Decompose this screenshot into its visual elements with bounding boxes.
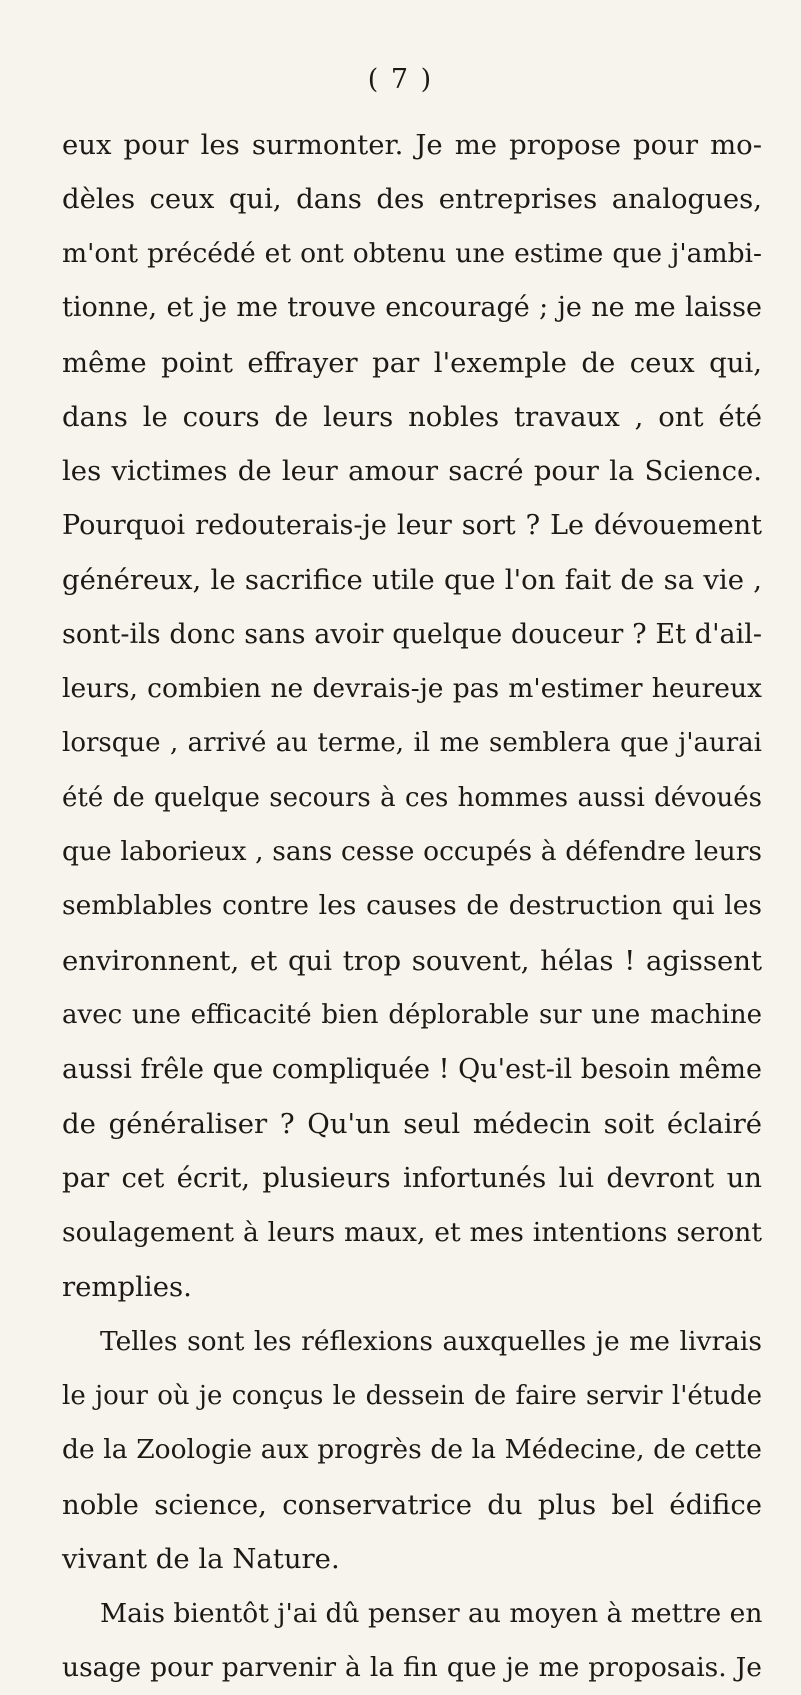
text-line: sont-ils donc sans avoir quelque douceur ? Et d'ail- bbox=[62, 618, 762, 650]
body-text bbox=[62, 118, 762, 1695]
text-line: de la Zoologie aux progrès de la Médecine, de cette bbox=[62, 1434, 762, 1466]
text-line: Telles sont les réflexions auxquelles je me livrais bbox=[100, 1325, 762, 1357]
text-line: le jour où je conçus le dessein de faire servir l'étude bbox=[62, 1380, 762, 1411]
text-line: vivant de la Nature. bbox=[62, 1543, 340, 1576]
text-line: remplies. bbox=[62, 1271, 192, 1304]
text-line: noble science, conservatrice du plus bel édifice bbox=[62, 1488, 762, 1521]
text-line: même point effrayer par l'exemple de ceux qui, bbox=[62, 346, 762, 379]
text-line: dèles ceux qui, dans des entreprises analogues, bbox=[62, 183, 762, 216]
text-line: eux pour les surmonter. Je me propose pour mo- bbox=[62, 129, 762, 161]
text-line: aussi frêle que compliquée ! Qu'est-il besoin même bbox=[62, 1053, 762, 1085]
text-line: soulagement à leurs maux, et mes intentions seront bbox=[62, 1216, 762, 1248]
text-line: que laborieux , sans cesse occupés à défendre leurs bbox=[62, 836, 762, 868]
text-line: m'ont précédé et ont obtenu une estime que j'ambi- bbox=[62, 237, 762, 269]
page-number: ( 7 ) bbox=[367, 64, 434, 95]
text-line: environnent, et qui trop souvent, hélas ! agissent bbox=[62, 944, 762, 977]
text-line: lorsque , arrivé au terme, il me semblera que j'aurai bbox=[62, 728, 762, 759]
text-line: tionne, et je me trouve encouragé ; je ne me laisse bbox=[62, 292, 762, 324]
text-line: leurs, combien ne devrais-je pas m'estimer heureux bbox=[62, 672, 762, 704]
text-line: de généraliser ? Qu'un seul médecin soit éclairé bbox=[62, 1108, 762, 1141]
text-line: avec une efficacité bien déplorable sur une machine bbox=[62, 1000, 762, 1031]
text-line: dans le cours de leurs nobles travaux , ont été bbox=[62, 400, 762, 433]
text-line: par cet écrit, plusieurs infortunés lui devront un bbox=[62, 1162, 762, 1195]
text-line: été de quelque secours à ces hommes aussi dévoués bbox=[62, 782, 762, 813]
text-line: usage pour parvenir à la fin que je me proposais. Je bbox=[62, 1651, 762, 1683]
text-line: Pourquoi redouterais-je leur sort ? Le dévouement bbox=[62, 509, 762, 541]
text-line: Mais bientôt j'ai dû penser au moyen à mettre en bbox=[100, 1597, 763, 1629]
text-line: généreux, le sacrifice utile que l'on fait de sa vie , bbox=[62, 564, 762, 597]
text-line: les victimes de leur amour sacré pour la Science. bbox=[62, 455, 762, 488]
text-line: semblables contre les causes de destruction qui les bbox=[62, 890, 762, 922]
